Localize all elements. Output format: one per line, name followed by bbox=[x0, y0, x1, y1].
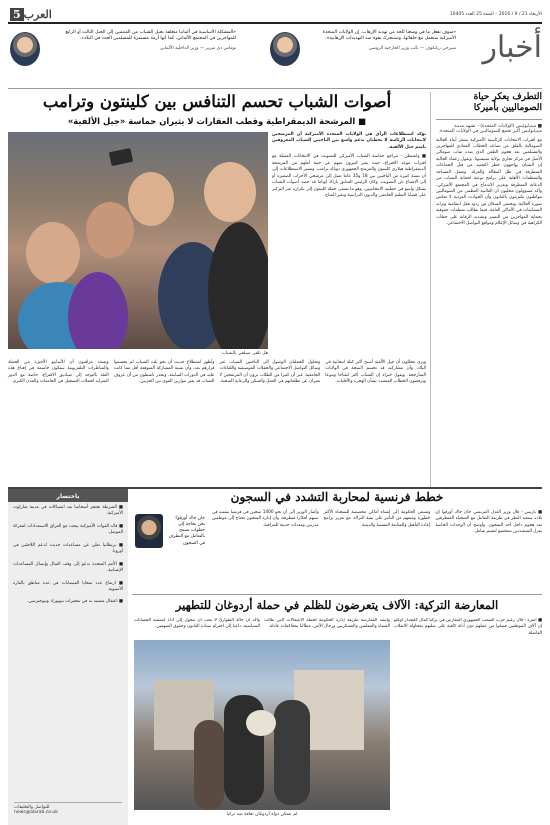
lead-intro-column bbox=[272, 132, 426, 357]
turkey-column-mid: وانتقد المعارضة طريقة إدارة الحكومة لحملة الاعتقالات التي طالت القضاة والمعلمين والعسكريين ورجال الأمن، مطالبا بمحاكمات عادلة. bbox=[264, 618, 390, 630]
quote-author: توماس دي ميزير — وزير الداخلية الألماني bbox=[159, 46, 236, 52]
turkey-column-right: ■ أنقرة - قال زعيم حزب الشعب الجمهوري المعارض في تركيا كمال كليجدار أوغلو إن آلاف الموظفين فصلوا من عملهم دون أدلة كافية على صلتهم بمحاولة الانقلاب الفاشلة. bbox=[394, 618, 542, 636]
column-divider bbox=[430, 92, 431, 487]
lead-body-columns bbox=[8, 360, 426, 485]
quote-text: «سوف نفعل ما في وسعنا للحد من تهديد الإرهاب. إن الولايات المتحدة الأميركية ستعمل مع حلفائها، وسنتحرك بقوة ضد التهديدات الإرهابية». bbox=[322, 30, 456, 42]
issue-date: الأربعاء 21 / 9 / 2016 – السنة 25 العدد 10405 bbox=[449, 11, 542, 17]
body-column: وأشار الوزير إلى أن نحو 1400 سجين في فرنسا يشتبه في تبنيهم أفكارا متطرفة، وأن إدارة السجون تحتاج إلى موظفين مدربين ومعدات حديثة للمراقبة. bbox=[211, 510, 319, 528]
lead-deck: ■ المرشحة الديمقراطية وقطب العقارات لا يثيران حماسة «جيل الألفية» bbox=[67, 116, 367, 126]
selfie-photo bbox=[8, 132, 268, 349]
quote-portrait-right bbox=[270, 32, 300, 66]
lead-body: ■ واشنطن - تتراجع حماسة الشباب الأميركي للتصويت في الانتخابات المقبلة مع اقتراب موعد الاقتراع، حيث يعبر كثيرون منهم عن خيبة أملهم من المرشحة الديمقراطية هيلاري كلينتون والمرشح الجمهوري دونالد ترامب. وتشير الاستطلاعات إلى أن نسبة كبيرة من الناخبين بين 18 و35 عاما تميل إلى مرشحي الأحزاب الصغيرة أو إلى الامتناع عن التصويت. وكان الرئيس السابق باراك أوباما قد حصد أصوات الشباب بشكل واسع في حملتيه الانتخابيتين، وهو ما تسعى حملة كلينتون إلى تكراره عبر التركيز على قضايا التعليم الجامعي والديون الدراسية وتغير المناخ. bbox=[272, 154, 426, 198]
brand-name: العرب bbox=[23, 7, 52, 21]
body-column: ■ باريس - قال وزير العدل الفرنسي جان جاك أورفوا إن بلاده ستعيد النظر في طريقة التعامل مع السجناء المتطرفين بعد هجوم داخل أحد السجون. وأوضح أن الوحدات الخاصة بعزل المتشددين ستخضع لتقييم شامل. bbox=[435, 510, 542, 535]
protest-photo bbox=[134, 640, 390, 810]
mugshot bbox=[135, 514, 163, 548]
turkey-headline[interactable]: المعارضة التركية: الآلاف يتعرضون للظلم في حملة أردوغان للتطهير bbox=[175, 598, 499, 612]
briefs-box bbox=[8, 489, 128, 825]
quote-left bbox=[46, 30, 236, 82]
photo-caption: هل تلقى سيلفي بالشباب bbox=[221, 351, 268, 356]
sidebar-story bbox=[436, 92, 542, 487]
body-column: وتحاول الحملتان الوصول إلى الناخبين الشباب عبر وسائل التواصل الاجتماعي والحفلات الموسيقية واللقاءات الجامعية. غير أن كثيرا من الطلاب يرون أن المرشحين لا يعبران عن تطلعاتهم في العمل والسكن والرعاية الصحية. bbox=[219, 360, 321, 385]
quotes-row bbox=[8, 26, 542, 88]
divider bbox=[132, 594, 542, 595]
quote-author: سيرجي ريابكوف — نائب وزير الخارجية الروسي bbox=[368, 46, 456, 52]
contact-info bbox=[14, 802, 122, 815]
brief-item: ■ الأمم المتحدة تدعو إلى وقف القتال وإيصال المساعدات الإنسانية. bbox=[13, 561, 123, 574]
body-column: ويرى محللون أن جيل الألفية أصبح أكبر كتلة انتخابية في البلاد، وأن مشاركته قد تحسم النتيجة في الولايات المتأرجحة. ويقول خبراء إن الشباب أكثر انفتاحا وتنوعا ويرفضون الخطاب المتشدد بشأن الهجرة والأقليات. bbox=[325, 360, 426, 385]
brief-item: ■ اعتقال مشتبه به في تفجيرات نيويورك ونيوجيرسي. bbox=[27, 599, 123, 605]
turkey-column-left: وأكد أن حالة الطوارئ لا يجب أن تتحول إلى أداة لتصفية الحسابات السياسية، داعيا إلى احترام سيادة القانون وحقوق المتهمين. bbox=[134, 618, 260, 630]
briefs-tag: باختصار bbox=[8, 491, 128, 502]
body-column: وأظهر استطلاع حديث أن نحو ثلث الشباب لم يحسموا قرارهم بعد، وأن نسبة المشاركة المتوقعة أقل مما كانت عليه في الدورات السابقة. ويحذر ناشطون من أن عزوف الشباب قد يغير موازين القوى بين الحزبين. bbox=[113, 360, 215, 385]
quote-right bbox=[306, 30, 456, 82]
france-headline[interactable]: خطط فرنسية لمحاربة التشدد في السجون bbox=[230, 490, 444, 504]
body-column: ويعتقد مراقبون أن الأسابيع الأخيرة من الحملة والمناظرات التلفزيونية ستكون حاسمة في إقناع هذه الفئة بالتوجه إلى صناديق الاقتراع، خاصة مع الدور المتزايد لحملات التسجيل في الجامعات والمدن الكبرى. bbox=[8, 360, 109, 385]
france-columns bbox=[212, 510, 542, 592]
divider bbox=[8, 88, 542, 89]
brief-item: ■ قائد القوات الأميركية يبحث مع العراق الاستعدادات لمعركة الموصل. bbox=[13, 523, 123, 536]
lead-intro: تؤكد استطلاعات الرأي في الولايات المتحدة الأميركية أن المرشحين لانتخابات الرئاسة لا يحظيان بدعم واسع بين الناخبين الشباب المعروفين باسم جيل الألفية. bbox=[272, 132, 426, 150]
body-column: وتسعى الحكومة إلى إنشاء أماكن مخصصة للسجناء الأكثر خطورة ومنعهم من التأثير على بقية النزلاء، مع تعزيز برامج إعادة التأهيل والمتابعة النفسية والدينية. bbox=[323, 510, 431, 528]
quote-portrait-left bbox=[10, 32, 40, 66]
sidebar-body: مع اقتراب الانتخابات الرئاسية الأميركية يشعر أبناء الجالية الصومالية بالقلق من تصاعد الخطاب المعادي للمهاجرين والمسلمين بعد هجوم الطعن الذي نفذه شاب صومالي الأصل في مركز تجاري بولاية مينيسوتا. ويقول زعماء الجالية إن الشبان يواجهون خطر التجنيد من قبل الجماعات المتطرفة في ظل البطالة والعزلة. وتعمل المساجد والمنظمات الأهلية على برامج توعية لحماية الشباب من الدعاية المتطرفة وتعزيز الاندماج في المجتمع الأميركي. وأكد مسؤولون محليون أن الغالبية العظمى من الصوماليين مواطنون ملتزمون بالقانون وأن الحوادث الفردية لا تعكس صورة الجالية. ويخشى السكان من ردود فعل انتقامية وتزايد المضايقات في الأماكن العامة، فيما تطالب منظمات حقوقية بحماية المهاجرين من التمييز وتشديد الرقابة على خطاب الكراهية في وسائل الإعلام ومواقع التواصل الاجتماعي. bbox=[436, 137, 542, 227]
newspaper-brand bbox=[8, 8, 52, 21]
contact-label: للتواصل والتعليقات bbox=[14, 805, 50, 810]
mug-caption: جان جاك أورفوا: نحن بحاجة إلى خطوات تسمح بالتعامل مع التطرف في السجون bbox=[168, 516, 205, 546]
masthead bbox=[8, 6, 542, 24]
page-number: 5 bbox=[10, 8, 24, 21]
brief-item: ■ الشرطة تحتجز أشخاصا بعد اشتباكات في مدينة شارلوت الأميركية. bbox=[13, 505, 123, 517]
brief-item: ■ ارتفاع عدد ضحايا الفيضانات في عدة مناطق بالقارة الآسيوية. bbox=[13, 580, 123, 592]
section-title: أخبار bbox=[482, 30, 542, 65]
france-mug bbox=[135, 512, 207, 552]
contact-email[interactable]: news@alarab.co.uk bbox=[14, 810, 58, 815]
protest-caption: لم تتمكن دولة أردوغان ثقافة ضد تركيا bbox=[226, 812, 298, 817]
brief-item: ■ بريطانيا تعلن عن مساعدات جديدة لدعم اللاجئين في أوروبا. bbox=[13, 542, 123, 555]
sidebar-headline: التطرف يعكر حياة الصوماليين بأميركا bbox=[436, 92, 542, 120]
lead-headline[interactable]: أصوات الشباب تحسم التنافس بين كلينتون وترامب bbox=[42, 92, 392, 111]
sidebar-lead: ■ مينيابوليس (الولايات المتحدة) - تشهد مدينة مينيابوليس أكبر تجمع للصوماليين في الولايات المتحدة. bbox=[438, 123, 542, 134]
quote-text: «المشكلة الأساسية في ألمانيا متعلقة بجيل الشباب من المنتمين إلى الجيل الثالث أو الرابع للمهاجرين في المجتمع الألماني، كما أنها أزمة مستمرة للمسلمين الجدد في البلاد». bbox=[65, 30, 236, 42]
